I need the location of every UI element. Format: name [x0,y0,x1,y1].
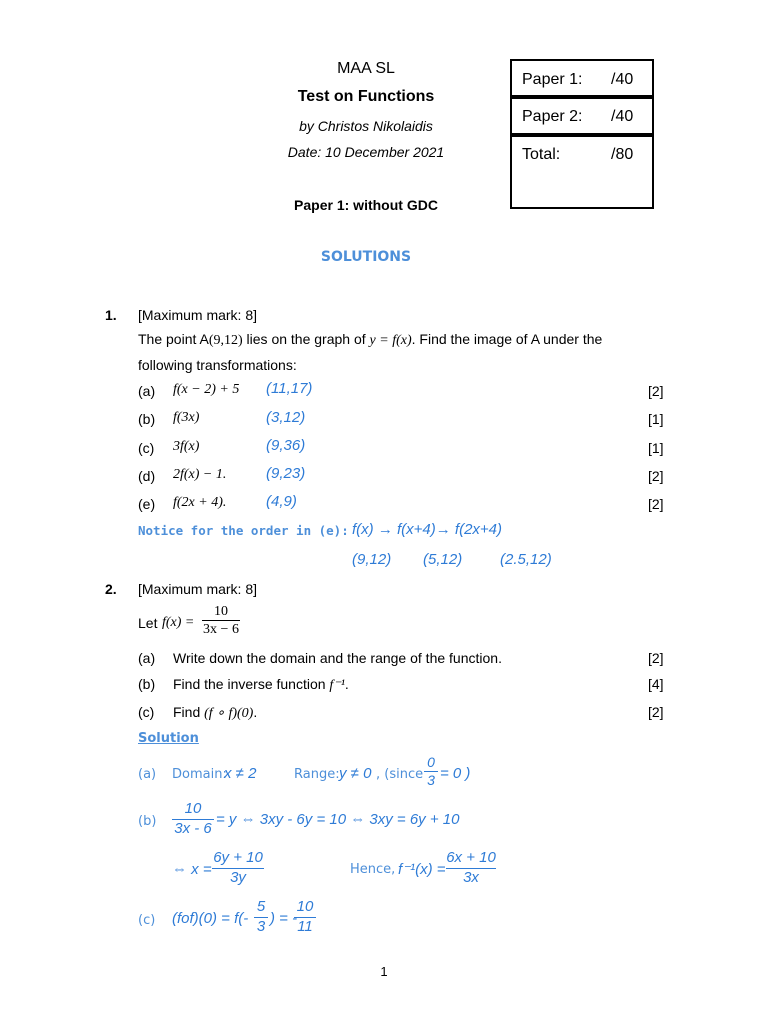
part-answer: (9,23) [266,465,306,482]
fraction-denominator: 3x - 6 [174,819,212,837]
solve-fraction [212,850,264,886]
composition-result-fraction [294,899,316,935]
part-expression: f(2x + 4). [173,495,227,510]
composition-mid: ) = - [270,910,298,927]
part-answer: (9,36) [266,437,306,454]
part-text-main: Find the inverse function [173,676,326,692]
function-lhs: f(x) = [162,615,195,630]
solutions-heading: SOLUTIONS [320,249,412,265]
range-value: y ≠ 0 [339,765,372,782]
domain-label: Domain: [172,767,227,782]
page-number: 1 [380,964,388,979]
part-expression: f(3x) [173,410,200,425]
inverse-fraction [446,850,496,886]
part-answer: (4,9) [266,493,297,510]
part-answer: (3,12) [266,409,306,426]
part-label: (b) [138,411,156,427]
solution-part-label: (b) [138,814,157,829]
equation-chain: = y ⇔ 3xy - 6y = 10 ⇔ 3xy = 6y + 10 [216,811,460,828]
domain-value: x ≠ 2 [224,765,257,782]
score-label: Paper 2: [522,108,583,125]
part-label: (c) [138,440,155,456]
equation-fraction [172,801,214,837]
part-label: (a) [138,383,156,399]
score-value: /80 [611,146,634,163]
course-name: MAA SL [337,60,395,77]
part-text [173,676,349,694]
let-text: Let [138,615,158,631]
chain-point: (9,12) [352,551,392,568]
fraction-numerator: 10 [184,800,202,817]
part-mark: [1] [648,440,664,456]
part-mark: [2] [648,650,664,666]
paper-label: Paper 1: without GDC [294,197,438,213]
part-expression: f(x − 2) + 5 [173,382,240,397]
fraction-denominator: 3 [256,917,266,935]
fraction-denominator: 3 [427,772,435,789]
stem-function: y = f(x) [369,333,412,348]
solution-label: Solution [138,731,199,746]
fraction-numerator: 10 [296,898,314,915]
fraction-denominator: 3y [230,868,246,886]
score-value: /40 [611,108,634,125]
fraction-denominator: 3x [463,868,479,886]
solution-part-label: (c) [138,913,156,928]
inverse-lhs: f⁻¹(x) = [398,861,446,878]
part-mark: [4] [648,676,664,692]
fraction-bar [202,620,240,621]
part-mark: [2] [648,468,664,484]
fraction-numerator: 6y + 10 [213,849,263,866]
part-mark: [1] [648,411,664,427]
fraction-numerator: 5 [256,898,266,915]
question-number: 1. [105,307,117,323]
part-expression: 2f(x) − 1. [173,467,227,482]
part-label: (b) [138,676,156,692]
part-answer: (11,17) [266,380,313,397]
score-box-total [510,135,654,209]
part-math: (f ∘ f)(0) [204,706,254,721]
composition-lhs: (fof)(0) = f(- [172,910,249,927]
part-label: (c) [138,704,155,720]
part-text [173,704,257,722]
part-expression: 3f(x) [173,439,200,454]
date: Date: 10 December 2021 [287,144,445,160]
part-label: (d) [138,468,156,484]
range-label: Range: [294,767,340,782]
fraction-denominator: 3x − 6 [203,622,239,638]
part-mark: [2] [648,383,664,399]
function-fraction [202,604,240,638]
part-text: Write down the domain and the range of the function. [173,650,502,666]
part-label: (e) [138,496,156,512]
part-text-main: Find [173,704,201,720]
composition-fraction [254,899,268,935]
since-text: , (since [376,767,424,782]
since-tail: = 0 ) [440,765,471,782]
stem-text: The point A [138,331,209,347]
test-title: Test on Functions [297,88,435,105]
chain-point: (5,12) [423,551,463,568]
since-fraction [424,755,438,789]
stem-text: . Find the image of A under the [411,331,603,347]
score-box-paper1 [510,59,654,97]
author: by Christos Nikolaidis [299,118,433,134]
fraction-denominator: 11 [297,917,313,935]
notice-text: Notice for the order in (e): [138,523,349,538]
part-text-tail: . [253,704,258,720]
stem-point: (9,12) [208,333,243,348]
part-label: (a) [138,650,156,666]
max-mark: [Maximum mark: 8] [138,307,258,323]
score-box-paper2 [510,97,654,135]
score-label: Paper 1: [522,71,583,88]
chain-point: (2.5,12) [500,551,552,568]
question-stem [138,331,602,349]
solution-part-label: (a) [138,767,157,782]
fraction-numerator: 6x + 10 [446,849,496,866]
question-number: 2. [105,581,117,597]
solve-step: ⇔ x = [172,861,212,878]
max-mark: [Maximum mark: 8] [138,581,258,597]
part-mark: [2] [648,496,664,512]
score-value: /40 [611,71,634,88]
hence-label: Hence, [350,862,396,877]
fraction-numerator: 0 [427,754,435,770]
fraction-numerator: 10 [214,604,228,619]
transformation-chain: f(x) → f(x+4)→ f(2x+4) [352,521,503,538]
part-text-tail: . [344,676,349,692]
part-mark: [2] [648,704,664,720]
part-math: f⁻¹ [329,678,345,693]
score-label: Total: [522,146,561,163]
question-stem-continued: following transformations: [138,357,297,373]
stem-text: lies on the graph of [246,331,366,347]
